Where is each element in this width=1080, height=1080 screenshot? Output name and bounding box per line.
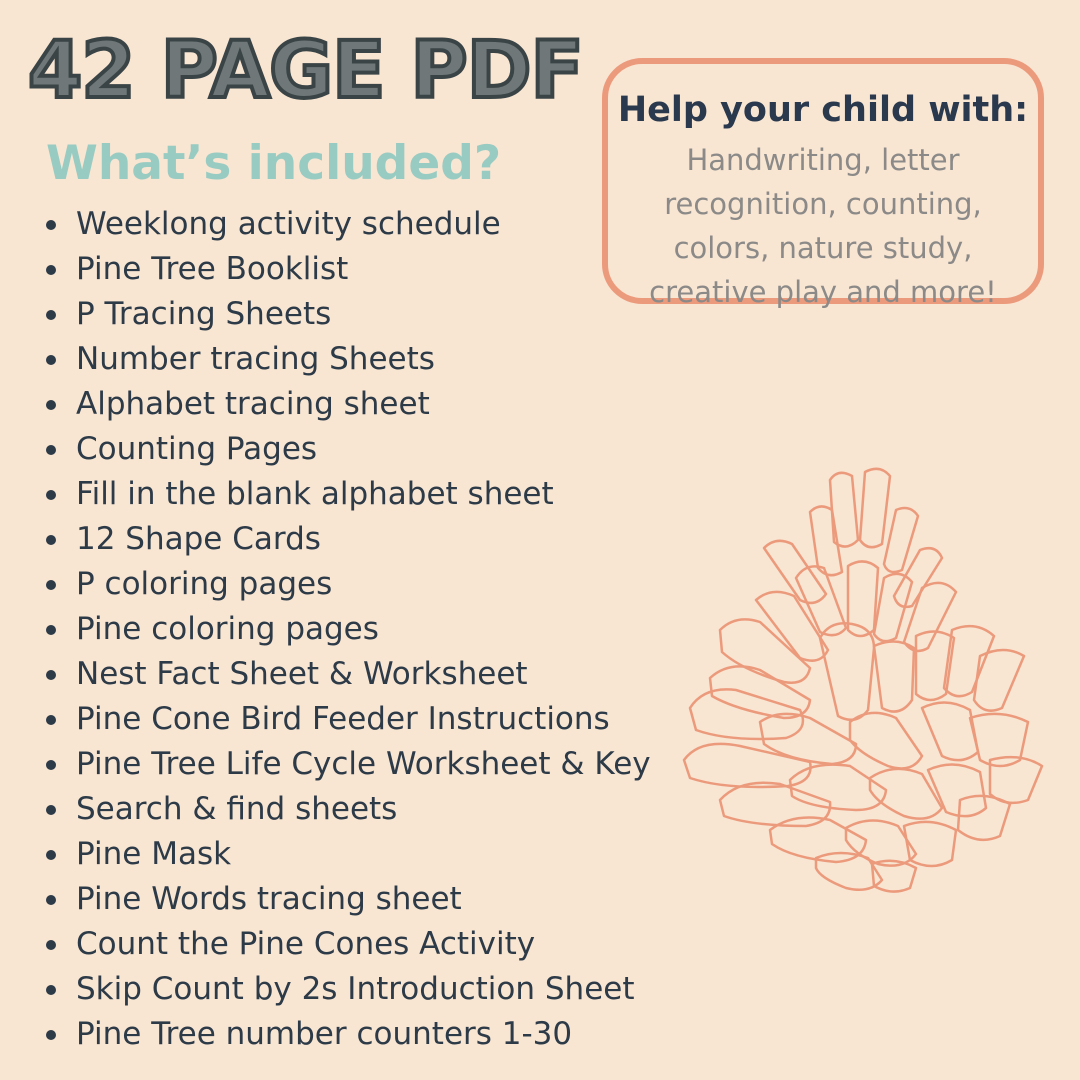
bullet-icon bbox=[46, 985, 56, 995]
bullet-icon bbox=[46, 265, 56, 275]
list-item-label: Pine Tree Life Cycle Worksheet & Key bbox=[76, 746, 651, 782]
list-item bbox=[40, 652, 651, 697]
included-list bbox=[40, 202, 651, 1057]
list-item bbox=[40, 832, 651, 877]
list-item-label: Fill in the blank alphabet sheet bbox=[76, 476, 554, 512]
help-title: Help your child with: bbox=[617, 90, 1029, 130]
list-item bbox=[40, 607, 651, 652]
bullet-icon bbox=[46, 310, 56, 320]
bullet-icon bbox=[46, 850, 56, 860]
bullet-icon bbox=[46, 355, 56, 365]
list-item bbox=[40, 247, 651, 292]
list-item bbox=[40, 202, 651, 247]
list-item bbox=[40, 517, 651, 562]
list-item-label: Pine Tree Booklist bbox=[76, 251, 349, 287]
bullet-icon bbox=[46, 400, 56, 410]
list-item-label: Counting Pages bbox=[76, 431, 318, 467]
bullet-icon bbox=[46, 535, 56, 545]
list-item-label: Pine Words tracing sheet bbox=[76, 881, 462, 917]
list-item-label: Skip Count by 2s Introduction Sheet bbox=[76, 971, 635, 1007]
bullet-icon bbox=[46, 490, 56, 500]
list-item bbox=[40, 742, 651, 787]
bullet-icon bbox=[46, 760, 56, 770]
list-item bbox=[40, 562, 651, 607]
bullet-icon bbox=[46, 670, 56, 680]
list-item bbox=[40, 877, 651, 922]
list-item-label: 12 Shape Cards bbox=[76, 521, 321, 557]
list-item-label: Search & find sheets bbox=[76, 791, 398, 827]
help-callout bbox=[602, 58, 1044, 310]
list-item-label: Pine Mask bbox=[76, 836, 232, 872]
list-item bbox=[40, 922, 651, 967]
bullet-icon bbox=[46, 580, 56, 590]
list-item bbox=[40, 1012, 651, 1057]
bullet-icon bbox=[46, 220, 56, 230]
list-item bbox=[40, 472, 651, 517]
list-item-label: Nest Fact Sheet & Worksheet bbox=[76, 656, 528, 692]
bullet-icon bbox=[46, 445, 56, 455]
bullet-icon bbox=[46, 1030, 56, 1040]
list-item bbox=[40, 337, 651, 382]
list-item-label: P Tracing Sheets bbox=[76, 296, 332, 332]
bullet-icon bbox=[46, 805, 56, 815]
help-text: Handwriting, letter recognition, counting, colors, nature study, creative play and more! bbox=[649, 143, 997, 310]
list-item-label: Number tracing Sheets bbox=[76, 341, 435, 377]
list-item-label: Pine coloring pages bbox=[76, 611, 379, 647]
pinecone-icon bbox=[660, 460, 1060, 900]
included-heading: What’s included? bbox=[46, 136, 502, 191]
list-item-label: P coloring pages bbox=[76, 566, 333, 602]
bullet-icon bbox=[46, 895, 56, 905]
list-item bbox=[40, 292, 651, 337]
list-item-label: Pine Tree number counters 1-30 bbox=[76, 1016, 573, 1052]
bullet-icon bbox=[46, 940, 56, 950]
bullet-icon bbox=[46, 625, 56, 635]
list-item-label: Count the Pine Cones Activity bbox=[76, 926, 536, 962]
list-item bbox=[40, 787, 651, 832]
list-item bbox=[40, 427, 651, 472]
list-item-label: Pine Cone Bird Feeder Instructions bbox=[76, 701, 610, 737]
list-item bbox=[40, 382, 651, 427]
list-item-label: Alphabet tracing sheet bbox=[76, 386, 430, 422]
page-headline: 42 PAGE PDF bbox=[28, 26, 583, 116]
list-item-label: Weeklong activity schedule bbox=[76, 206, 501, 242]
list-item bbox=[40, 967, 651, 1012]
list-item bbox=[40, 697, 651, 742]
bullet-icon bbox=[46, 715, 56, 725]
